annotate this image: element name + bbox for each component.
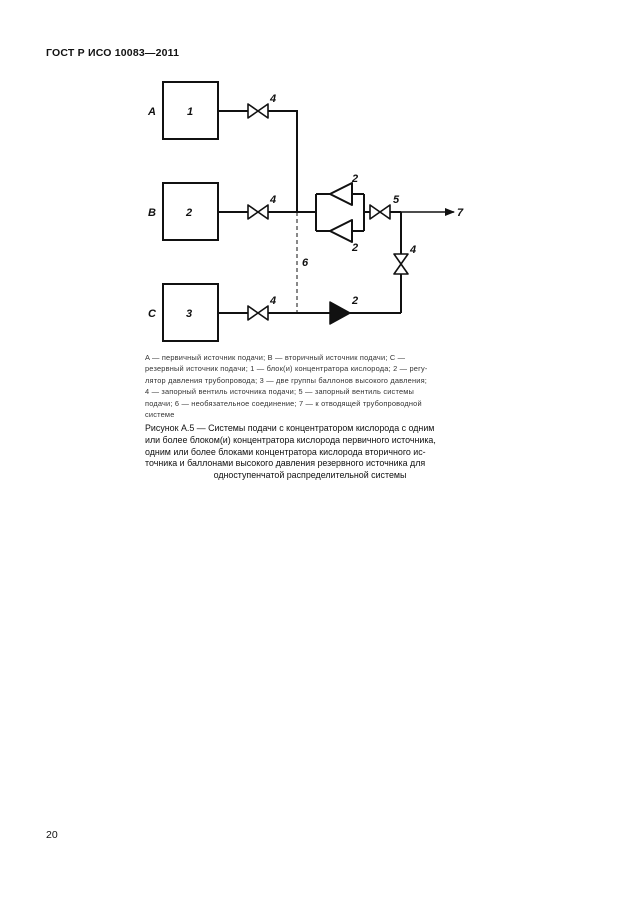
page-number: 20 <box>46 829 58 841</box>
figure-caption <box>145 423 475 482</box>
label-regulator-top: 2 <box>352 173 359 185</box>
legend-line: резервный источник подачи; 1 — блок(и) концентратора кислорода; 2 — регу- <box>145 364 428 374</box>
source-letter-b: B <box>148 207 156 219</box>
regulator-icon-bottom <box>330 220 352 242</box>
valve-icon-system <box>370 205 390 219</box>
caption-line: Рисунок А.5 — Системы подачи с концентратором кислорода с одним <box>145 423 435 433</box>
legend-line: системе <box>145 410 175 420</box>
caption-line: одноступенчатой распределительной системы <box>213 470 407 481</box>
legend-line: A — первичный источник подачи; B — вторичный источник подачи; C — <box>145 353 406 362</box>
source-number-3: 3 <box>186 308 193 320</box>
caption-line: или более блоком(и) концентратора кислорода первичного источника, <box>145 434 436 445</box>
legend-line: 4 — запорный вентиль источника подачи; 5 — запорный вентиль системы <box>145 387 415 397</box>
regulator-icon-c <box>330 302 350 324</box>
legend-line: подачи; 6 — необязательное соединение; 7 — к отводящей трубопроводной <box>145 398 422 408</box>
label-valve-vertical: 4 <box>410 244 417 256</box>
legend-line: лятор давления трубопровода; 3 — две группы баллонов высокого давления; <box>145 375 428 385</box>
source-letter-a: A <box>148 106 156 118</box>
label-regulator-c: 2 <box>352 295 359 307</box>
label-valve-a: 4 <box>270 93 277 105</box>
source-number-2: 2 <box>186 207 193 219</box>
regulator-icon-top <box>330 183 352 205</box>
label-optional-link: 6 <box>302 257 309 269</box>
label-outlet: 7 <box>457 207 464 219</box>
valve-icon-c <box>248 306 268 320</box>
caption-line: точника и баллонами высокого давления резервного источника для <box>145 458 426 469</box>
valve-icon-vertical <box>394 254 408 274</box>
source-number-1: 1 <box>187 106 194 118</box>
source-letter-c: C <box>148 308 156 320</box>
label-regulator-bottom: 2 <box>352 242 359 254</box>
document-header: ГОСТ Р ИСО 10083—2011 <box>46 47 180 59</box>
label-valve-system: 5 <box>393 194 400 206</box>
label-valve-b: 4 <box>270 194 277 206</box>
valve-icon-a <box>248 104 268 118</box>
label-valve-c: 4 <box>270 295 277 307</box>
caption-line: одним или более блоками концентратора кислорода вторичного ис- <box>145 446 426 457</box>
figure-legend <box>145 352 475 420</box>
valve-icon-b <box>248 205 268 219</box>
